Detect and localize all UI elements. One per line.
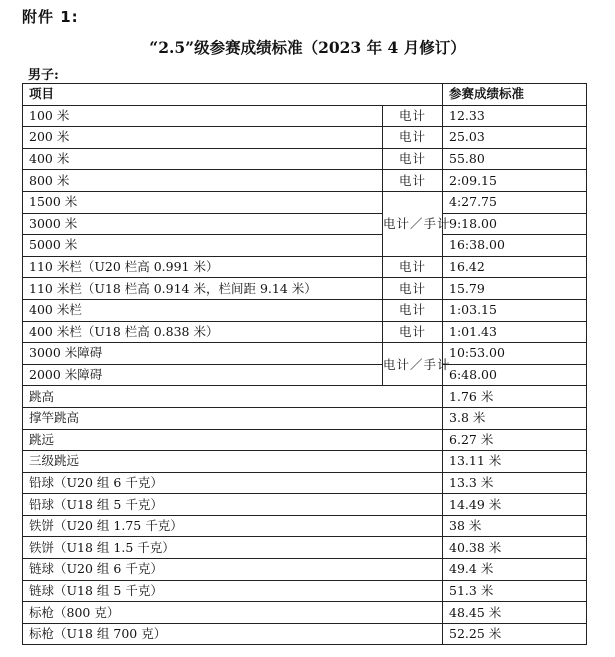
timing-method: 电计 (383, 321, 443, 343)
standard-value: 1:03.15 (443, 299, 587, 321)
timing-method: 电计 (383, 170, 443, 192)
event-name: 3000 米障碍 (23, 343, 383, 365)
table-row (23, 537, 587, 559)
standard-value: 15.79 (443, 278, 587, 300)
timing-method: 电计 (383, 278, 443, 300)
event-name: 跳远 (23, 429, 443, 451)
page-title: “2.5”级参赛成绩标准（2023 年 4 月修订） (149, 38, 466, 57)
standard-value: 48.45 米 (443, 602, 587, 624)
group-label: 男子: (28, 68, 59, 83)
timing-method: 电计／手计 (383, 343, 443, 386)
table-row (23, 451, 587, 473)
standard-value: 55.80 (443, 148, 587, 170)
timing-method: 电计／手计 (383, 191, 443, 256)
event-name: 链球（U18 组 5 千克） (23, 580, 443, 602)
attachment-label: 附件 1: (22, 8, 79, 26)
table-row (23, 515, 587, 537)
standard-value: 25.03 (443, 127, 587, 149)
event-name: 撑竿跳高 (23, 407, 443, 429)
timing-method: 电计 (383, 256, 443, 278)
table-row (23, 256, 587, 278)
timing-method: 电计 (383, 127, 443, 149)
standard-value: 4:27.75 (443, 191, 587, 213)
table-row (23, 170, 587, 192)
event-name: 标枪（800 克） (23, 602, 443, 624)
standard-value: 16:38.00 (443, 235, 587, 257)
standard-value: 2:09.15 (443, 170, 587, 192)
table-row (23, 343, 587, 365)
event-name: 铅球（U18 组 5 千克） (23, 494, 443, 516)
event-name: 铅球（U20 组 6 千克） (23, 472, 443, 494)
event-name: 1500 米 (23, 191, 383, 213)
event-name: 3000 米 (23, 213, 383, 235)
timing-method: 电计 (383, 299, 443, 321)
standard-value: 51.3 米 (443, 580, 587, 602)
table-row (23, 127, 587, 149)
event-name: 铁饼（U18 组 1.5 千克） (23, 537, 443, 559)
standard-value: 38 米 (443, 515, 587, 537)
event-name: 跳高 (23, 386, 443, 408)
standard-value: 3.8 米 (443, 407, 587, 429)
table-row (23, 472, 587, 494)
standard-value: 6:48.00 (443, 364, 587, 386)
table-header-row (23, 84, 587, 106)
event-name: 400 米栏（U18 栏高 0.838 米） (23, 321, 383, 343)
timing-method: 电计 (383, 105, 443, 127)
standard-value: 10:53.00 (443, 343, 587, 365)
standard-value: 40.38 米 (443, 537, 587, 559)
standard-value: 1:01.43 (443, 321, 587, 343)
standard-value: 6.27 米 (443, 429, 587, 451)
table-row (23, 191, 587, 213)
standard-value: 13.3 米 (443, 472, 587, 494)
event-name: 110 米栏（U20 栏高 0.991 米） (23, 256, 383, 278)
table-row (23, 299, 587, 321)
event-name: 铁饼（U20 组 1.75 千克） (23, 515, 443, 537)
standard-value: 9:18.00 (443, 213, 587, 235)
event-name: 400 米栏 (23, 299, 383, 321)
standard-value: 13.11 米 (443, 451, 587, 473)
table-row (23, 386, 587, 408)
event-name: 200 米 (23, 127, 383, 149)
header-standard: 参赛成绩标准 (443, 84, 587, 106)
standards-table (22, 83, 587, 645)
header-item: 项目 (23, 84, 443, 106)
table-row (23, 278, 587, 300)
standard-value: 16.42 (443, 256, 587, 278)
table-row (23, 559, 587, 581)
table-row (23, 580, 587, 602)
event-name: 400 米 (23, 148, 383, 170)
event-name: 2000 米障碍 (23, 364, 383, 386)
timing-method: 电计 (383, 148, 443, 170)
event-name: 三级跳远 (23, 451, 443, 473)
event-name: 链球（U20 组 6 千克） (23, 559, 443, 581)
table-row (23, 494, 587, 516)
event-name: 800 米 (23, 170, 383, 192)
event-name: 110 米栏（U18 栏高 0.914 米，栏间距 9.14 米） (23, 278, 383, 300)
standard-value: 52.25 米 (443, 623, 587, 645)
standard-value: 14.49 米 (443, 494, 587, 516)
table-row (23, 321, 587, 343)
standard-value: 12.33 (443, 105, 587, 127)
table-row (23, 602, 587, 624)
standard-value: 49.4 米 (443, 559, 587, 581)
table-row (23, 623, 587, 645)
table-row (23, 364, 587, 386)
event-name: 标枪（U18 组 700 克） (23, 623, 443, 645)
table-row (23, 235, 587, 257)
table-row (23, 105, 587, 127)
event-name: 100 米 (23, 105, 383, 127)
table-row (23, 213, 587, 235)
table-row (23, 429, 587, 451)
table-row (23, 407, 587, 429)
table-row (23, 148, 587, 170)
event-name: 5000 米 (23, 235, 383, 257)
standard-value: 1.76 米 (443, 386, 587, 408)
